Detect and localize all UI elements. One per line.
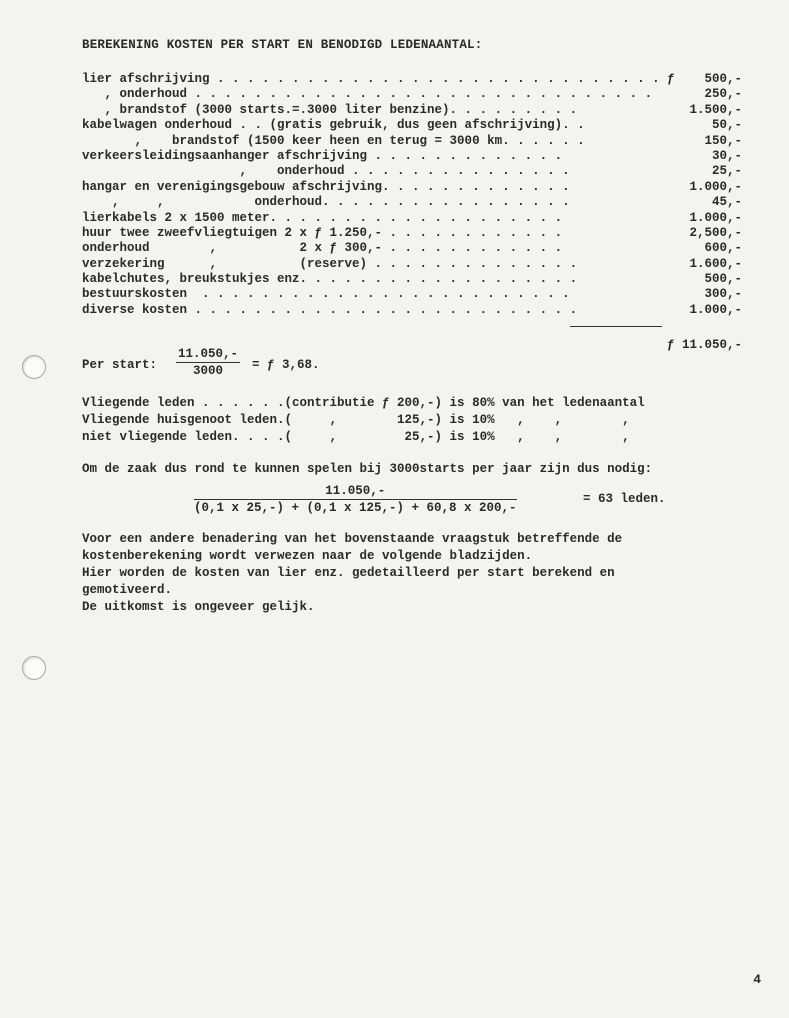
- cost-desc: , brandstof (3000 starts.=.3000 liter benzine). . . . . . . . .: [82, 102, 578, 117]
- members-numerator: 11.050,-: [194, 484, 517, 500]
- cost-row: [82, 211, 742, 226]
- cost-amount: 1.000,-: [689, 179, 742, 194]
- cost-desc: lierkabels 2 x 1500 meter. . . . . . . . . . . . . . . . . . . .: [82, 210, 563, 225]
- cost-amount: 25,-: [711, 164, 742, 179]
- cost-amount: 500,-: [704, 272, 742, 287]
- per-start-fraction: [176, 347, 240, 378]
- cost-row: [82, 303, 742, 318]
- cost-amount: 1.000,-: [689, 210, 742, 225]
- per-start-numerator: 11.050,-: [178, 347, 239, 361]
- cost-list: [82, 72, 742, 318]
- members-denominator: (0,1 x 25,-) + (0,1 x 125,-) + 60,8 x 200,-: [194, 501, 517, 515]
- footer-line: Voor een andere benadering van het bovenstaande vraagstuk betreffende de: [82, 532, 623, 546]
- cost-row: [82, 134, 742, 149]
- cost-amount: 1.600,-: [689, 256, 742, 271]
- punch-hole-upper: [22, 355, 46, 379]
- cost-desc: , onderhoud . . . . . . . . . . . . . . . . . . . . . . . . . . . . . . .: [82, 87, 653, 102]
- cost-amount: 1.000,-: [689, 302, 742, 317]
- cost-desc: hangar en verenigingsgebouw afschrijving. . . . . . . . . . . . .: [82, 179, 570, 194]
- cost-row: [82, 118, 742, 133]
- cost-desc: onderhoud , 2 x ƒ 300,- . . . . . . . . . . . .: [82, 241, 563, 256]
- cost-amount: 1.500,-: [689, 102, 742, 117]
- cost-desc: verzekering , (reserve) . . . . . . . . . . . . . .: [82, 256, 578, 271]
- cost-amount: 250,-: [704, 87, 742, 102]
- cost-row: [82, 257, 742, 272]
- per-start-result: = ƒ 3,68.: [252, 358, 320, 372]
- cost-amount: 300,-: [704, 287, 742, 302]
- cost-desc: , onderhoud . . . . . . . . . . . . . . .: [82, 164, 570, 179]
- cost-total: ƒ 11.050,-: [666, 338, 742, 352]
- cost-desc: , , onderhoud. . . . . . . . . . . . . . . . .: [82, 195, 570, 210]
- cost-desc: diverse kosten . . . . . . . . . . . . . . . . . . . . . . . . . .: [82, 302, 578, 317]
- cost-desc: , brandstof (1500 keer heen en terug = 3000 km. . . . . .: [82, 133, 585, 148]
- member-line: niet vliegende leden. . . .( , 25,-) is 10% , , ,: [82, 430, 630, 444]
- member-line: Vliegende huisgenoot leden.( , 125,-) is 10% , , ,: [82, 413, 630, 427]
- cost-row: [82, 87, 742, 102]
- footer-line: kostenberekening wordt verwezen naar de volgende bladzijden.: [82, 549, 533, 563]
- cost-amount: 2,500,-: [689, 225, 742, 240]
- cost-row: [82, 103, 742, 118]
- cost-row: [82, 149, 742, 164]
- cost-row: [82, 241, 742, 256]
- cost-amount: 600,-: [704, 241, 742, 256]
- conclusion-line: Om de zaak dus rond te kunnen spelen bij 3000starts per jaar zijn dus nodig:: [82, 462, 653, 476]
- cost-amount: 50,-: [711, 118, 742, 133]
- footer-line: De uitkomst is ongeveer gelijk.: [82, 600, 315, 614]
- member-line: Vliegende leden . . . . . .(contributie ƒ 200,-) is 80% van het ledenaantal: [82, 396, 645, 410]
- members-result: = 63 leden.: [583, 492, 666, 506]
- members-fraction: [194, 484, 517, 515]
- cost-row: [82, 72, 742, 87]
- footer-line: Hier worden de kosten van lier enz. gedetailleerd per start berekend en: [82, 566, 615, 580]
- cost-row: [82, 180, 742, 195]
- cost-row: [82, 272, 742, 287]
- punch-hole-lower: [22, 656, 46, 680]
- page-title: BEREKENING KOSTEN PER START EN BENODIGD LEDENAANTAL:: [82, 38, 483, 52]
- cost-desc: verkeersleidingsaanhanger afschrijving . . . . . . . . . . . . .: [82, 148, 563, 163]
- cost-amount: 150,-: [704, 133, 742, 148]
- per-start-denominator: 3000: [193, 364, 224, 378]
- cost-desc: kabelchutes, breukstukjes enz. . . . . . . . . . . . . . . . . . .: [82, 272, 578, 287]
- cost-desc: lier afschrijving . . . . . . . . . . . . . . . . . . . . . . . . . . . . . . ƒ: [82, 72, 675, 86]
- cost-row: [82, 164, 742, 179]
- cost-row: [82, 195, 742, 210]
- cost-row: [82, 287, 742, 302]
- subtotal-rule: [570, 326, 662, 327]
- cost-amount: 30,-: [711, 148, 742, 163]
- footer-line: gemotiveerd.: [82, 583, 173, 597]
- cost-desc: kabelwagen onderhoud . . (gratis gebruik, dus geen afschrijving). .: [82, 118, 585, 133]
- cost-row: [82, 226, 742, 241]
- page-number: 4: [753, 972, 761, 987]
- per-start-label: Per start:: [82, 358, 158, 372]
- cost-amount: 45,-: [711, 195, 742, 210]
- cost-desc: huur twee zweefvliegtuigen 2 x ƒ 1.250,- . . . . . . . . . . . .: [82, 225, 563, 240]
- cost-desc: bestuurskosten . . . . . . . . . . . . . . . . . . . . . . . . .: [82, 287, 570, 302]
- cost-amount: 500,-: [704, 72, 742, 86]
